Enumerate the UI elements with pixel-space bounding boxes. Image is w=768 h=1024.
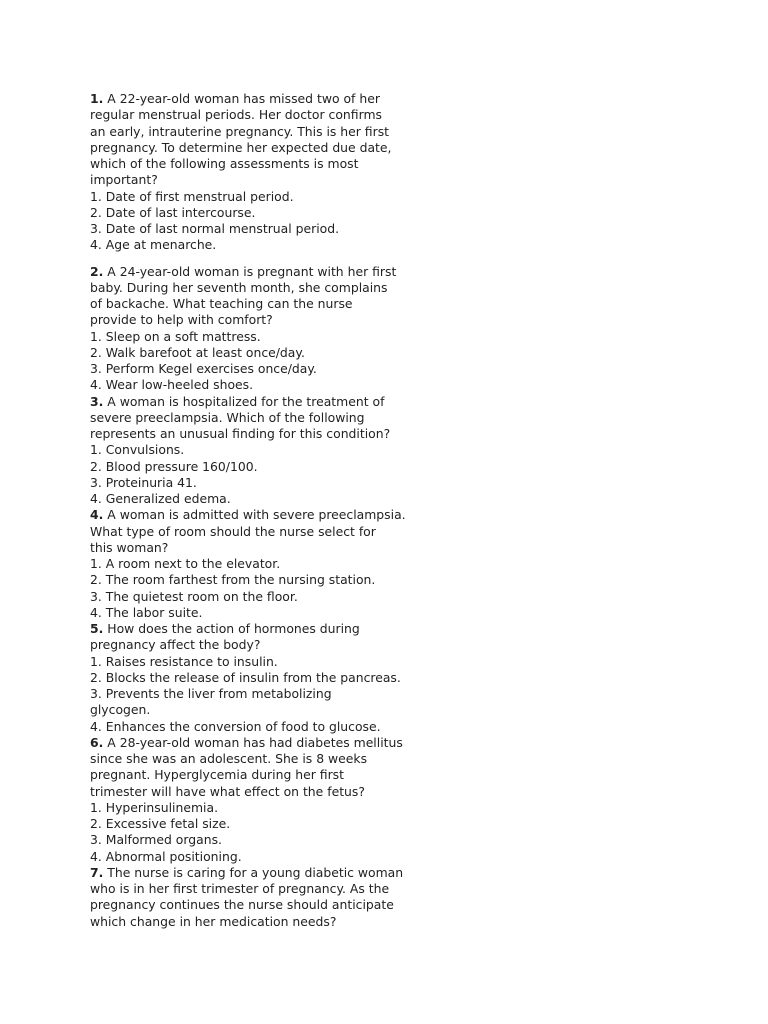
answer-option: 2. Excessive fetal size. (90, 816, 231, 831)
answer-option: 1. Sleep on a soft mattress. (90, 328, 261, 344)
question-2 (90, 264, 430, 394)
question-7 (90, 865, 430, 930)
answer-option: 1. Hyperinsulinemia. (90, 799, 219, 815)
answer-option: 4. Age at menarche. (90, 237, 217, 253)
question-text-line: severe preeclampsia. Which of the following (90, 409, 365, 425)
answer-option: 2. Blood pressure 160/100. (90, 458, 258, 474)
answer-option: 3. Proteinuria 41. (90, 474, 197, 490)
question-text-line: of backache. What teaching can the nurse (90, 296, 353, 311)
question-text-line: 2. A 24-year-old woman is pregnant with her first (90, 263, 397, 279)
answer-option: 2. Blocks the release of insulin from the pancreas. (90, 669, 401, 685)
question-text-line: baby. During her seventh month, she complains (90, 279, 388, 295)
answer-option: glycogen. (90, 702, 151, 718)
answer-option: 1. Date of first menstrual period. (90, 188, 294, 204)
question-text-line: 5. How does the action of hormones during (90, 621, 360, 636)
question-3 (90, 394, 430, 508)
question-text-line: who is in her first trimester of pregnancy. As the (90, 881, 390, 896)
question-text-line: pregnancy affect the body? (90, 637, 261, 653)
question-text-line: pregnancy. To determine her expected due date, (90, 139, 392, 155)
question-text-line: an early, intrauterine pregnancy. This is her first (90, 123, 390, 139)
question-text-line: trimester will have what effect on the fetus? (90, 783, 365, 799)
answer-option: 4. Wear low-heeled shoes. (90, 377, 254, 393)
question-text-line: 4. A woman is admitted with severe preeclampsia. (90, 507, 406, 523)
question-number: 5. (90, 621, 104, 636)
question-text-line: What type of room should the nurse select for (90, 523, 376, 539)
question-number: 6. (90, 734, 104, 750)
answer-option: 3. The quietest room on the floor. (90, 588, 298, 604)
question-text-line: which change in her medication needs? (90, 913, 337, 929)
answer-option: 3. Perform Kegel exercises once/day. (90, 361, 317, 376)
question-text-line: this woman? (90, 539, 169, 555)
answer-option: 1. Raises resistance to insulin. (90, 653, 278, 669)
question-text-line: which of the following assessments is most (90, 156, 359, 171)
question-text-line: 7. The nurse is caring for a young diabetic woman (90, 864, 404, 880)
question-text-line: provide to help with comfort? (90, 312, 273, 328)
question-text-line: 6. A 28-year-old woman has had diabetes mellitus (90, 734, 403, 750)
question-1 (90, 91, 430, 254)
answer-option: 3. Malformed organs. (90, 832, 222, 848)
question-text-line: 1. A 22-year-old woman has missed two of her (90, 91, 380, 106)
question-5 (90, 621, 430, 735)
answer-option: 4. Abnormal positioning. (90, 848, 242, 864)
answer-option: 3. Prevents the liver from metabolizing (90, 686, 332, 701)
question-text-line: pregnant. Hyperglycemia during her first (90, 767, 344, 783)
answer-option: 4. Generalized edema. (90, 491, 231, 506)
answer-option: 2. Walk barefoot at least once/day. (90, 344, 305, 360)
question-number: 2. (90, 263, 104, 279)
answer-option: 3. Date of last normal menstrual period. (90, 221, 340, 236)
question-number: 4. (90, 507, 104, 523)
answer-option: 1. Convulsions. (90, 442, 185, 458)
question-number: 7. (90, 864, 104, 880)
question-4 (90, 507, 430, 621)
question-text-line: 3. A woman is hospitalized for the treatment of (90, 393, 385, 409)
question-number: 1. (90, 91, 104, 106)
question-6 (90, 735, 430, 865)
question-text-line: regular menstrual periods. Her doctor confirms (90, 107, 382, 123)
answer-option: 2. The room farthest from the nursing station. (90, 572, 376, 588)
question-text-line: represents an unusual finding for this condition? (90, 426, 391, 441)
answer-option: 4. The labor suite. (90, 604, 203, 620)
question-number: 3. (90, 393, 104, 409)
answer-option: 2. Date of last intercourse. (90, 204, 256, 220)
question-text-line: since she was an adolescent. She is 8 weeks (90, 751, 368, 766)
question-list (90, 91, 430, 930)
answer-option: 1. A room next to the elevator. (90, 556, 281, 571)
answer-option: 4. Enhances the conversion of food to glucose. (90, 718, 381, 734)
question-text-line: important? (90, 172, 158, 188)
question-text-line: pregnancy continues the nurse should anticipate (90, 897, 394, 913)
